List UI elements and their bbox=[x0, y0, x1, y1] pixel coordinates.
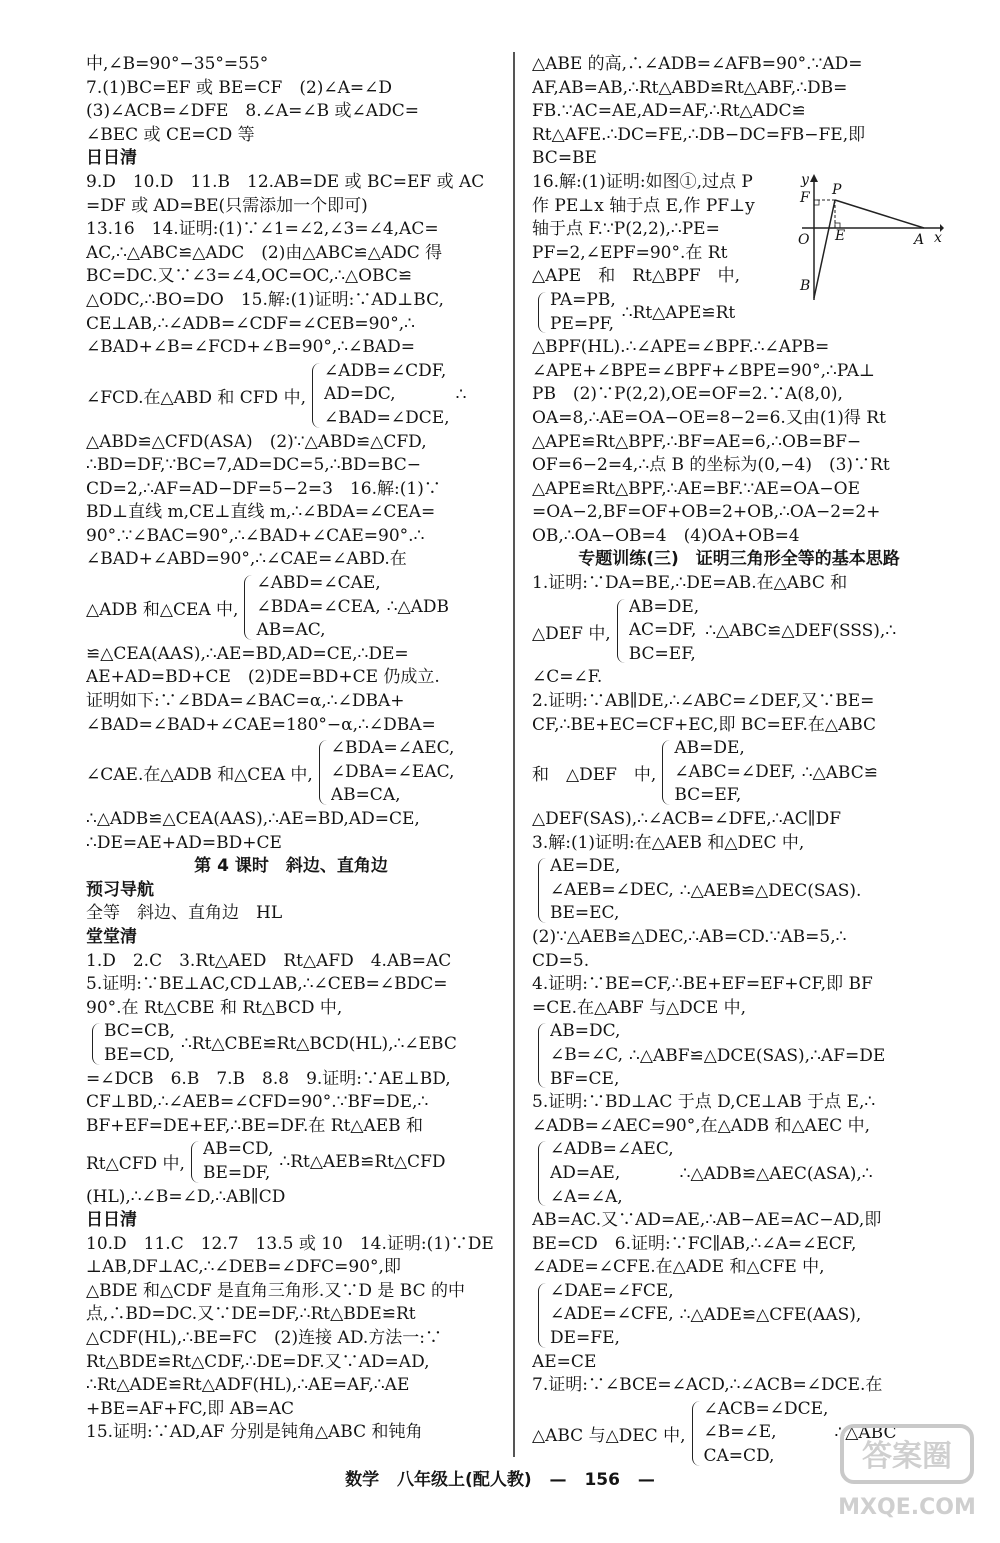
answer-line: 2.证明:∵AB∥DE,∴∠ABC=∠DEF,又∵BE= bbox=[532, 691, 875, 712]
answer-line: 5.证明:∵BE⊥AC,CD⊥AB,∴∠CEB=∠BDC= bbox=[86, 974, 448, 995]
system-conditions bbox=[550, 1280, 674, 1351]
answer-line: 16.解:(1)证明:如图①,过点 P bbox=[532, 171, 753, 192]
site-watermark-logo bbox=[832, 1418, 982, 1528]
answer-line: 5.证明:∵BD⊥AC 于点 D,CE⊥AB 于点 E,∴ bbox=[532, 1092, 876, 1113]
answer-line: (2)∵△AEB≌△DEC,∴AB=CD.∵AB=5,∴ bbox=[532, 926, 847, 947]
system-conditions bbox=[550, 855, 674, 926]
condition-line: ∠DAE=∠FCE, bbox=[550, 1280, 674, 1301]
system-intro-text: ∠CAE.在△ADB 和△CEA 中, bbox=[86, 765, 313, 786]
condition-line: ∠ADE=∠CFE, bbox=[550, 1304, 674, 1325]
label-O: O bbox=[798, 232, 810, 248]
system-conditions bbox=[550, 1138, 674, 1209]
system-conclusion-text: ∴△ABC≌ bbox=[801, 762, 878, 783]
system-intro-text: ∠FCD.在△ABD 和 CFD 中, bbox=[86, 387, 306, 408]
label-P: P bbox=[832, 182, 842, 198]
equation-system-row bbox=[532, 596, 946, 667]
coordinate-figure bbox=[798, 172, 944, 304]
system-conclusion-text: ∴△ABF≌△DCE(SAS),∴AF=DE bbox=[629, 1045, 886, 1066]
answer-line: BE=CD 6.证明:∵FC∥AB,∴∠A=∠ECF, bbox=[532, 1233, 857, 1254]
answer-line: AF,AB=AB,∴Rt△ABD≌Rt△ABF,∴DB= bbox=[532, 77, 848, 98]
left-brace bbox=[319, 740, 327, 805]
answer-line: OB,∴OA−OB=4 (4)OA+OB=4 bbox=[532, 525, 800, 546]
answer-line: CF⊥BD,∴∠AEB=∠CFD=90°.∵BF=DE,∴ bbox=[86, 1092, 429, 1113]
system-conclusion-text: ∴△AEB≌△DEC(SAS). bbox=[679, 880, 862, 901]
equation-system-row bbox=[86, 1138, 496, 1185]
condition-line: AB=CA, bbox=[330, 785, 401, 806]
answer-line: CD=5. bbox=[532, 950, 590, 971]
answer-line: 90°.在 Rt△CBE 和 Rt△BCD 中, bbox=[86, 997, 343, 1018]
answer-line: 7.证明:∵∠BCE=∠ACD,∴∠ACB=∠DCE.在 bbox=[532, 1375, 883, 1396]
answer-line: Rt△BDE≌Rt△CDF,∴DE=DF.又∵AD=AD, bbox=[86, 1351, 430, 1372]
equation-system-row bbox=[86, 572, 496, 643]
system-conclusion-text: ∴Rt△AEB≌Rt△CFD bbox=[279, 1151, 446, 1172]
answer-line: ∴BD=DF,∵BC=7,AD=DC=5,∴BD=BC− bbox=[86, 455, 421, 476]
answer-line: 7.(1)BC=EF 或 BE=CF (2)∠A=∠D bbox=[86, 77, 393, 98]
answer-line: 3.解:(1)证明:在△AEB 和△DEC 中, bbox=[532, 832, 805, 853]
system-conditions bbox=[550, 1020, 623, 1091]
answer-line: ∠BAD+∠ABD=90°,∴∠CAE=∠ABD.在 bbox=[86, 549, 407, 570]
equation-system-row bbox=[86, 737, 496, 808]
condition-line: CA=CD, bbox=[703, 1446, 775, 1467]
condition-line: AB=CD, bbox=[202, 1139, 274, 1160]
left-brace bbox=[312, 363, 320, 428]
answer-line: △APE 和 Rt△BPF 中, bbox=[532, 266, 741, 287]
answer-line: =DF 或 AD=BE(只需添加一个即可) bbox=[86, 195, 368, 216]
equation-system-row bbox=[532, 1138, 946, 1209]
equation-system-row bbox=[532, 1280, 946, 1351]
answer-line: PB (2)∵P(2,2),OE=OF=2.∵A(8,0), bbox=[532, 384, 843, 405]
answer-line: ∠ADE=∠CFE.在△ADE 和△CFE 中, bbox=[532, 1257, 825, 1278]
condition-line: AE=DE, bbox=[550, 856, 621, 877]
answer-line: ∴△ADB≌△CEA(AAS),∴AE=BD,AD=CE, bbox=[86, 809, 420, 829]
section-heading: 预习导航 bbox=[86, 879, 154, 900]
answer-line: ∠APE+∠BPE=∠BPF+∠BPE=90°,∴PA⊥ bbox=[532, 360, 875, 381]
answer-line: △BDE 和△CDF 是直角三角形.又∵D 是 BC 的中 bbox=[86, 1280, 465, 1301]
answer-line: 轴于点 F.∵P(2,2),∴PE= bbox=[532, 219, 720, 240]
system-conclusion-text: ∴Rt△APE≌Rt bbox=[621, 302, 736, 323]
left-brace bbox=[191, 1141, 199, 1182]
answer-line: PF=2,∠EPF=90°.在 Rt bbox=[532, 242, 728, 263]
left-brace bbox=[617, 599, 625, 664]
answer-line: 中,∠B=90°−35°=55° bbox=[86, 54, 269, 74]
label-E: E bbox=[835, 228, 846, 244]
footer-dash-left: — bbox=[549, 1470, 567, 1490]
answer-line: OA=8,∴AE=OA−OE=8−2=6.又由(1)得 Rt bbox=[532, 407, 886, 428]
answer-line: Rt△AFE.∴DC=FE,∴DB−DC=FB−FE,即 bbox=[532, 124, 866, 145]
condition-line: BE=EC, bbox=[550, 903, 620, 924]
system-conclusion-text: ∴△ABC≌△DEF(SSS),∴ bbox=[705, 621, 897, 642]
answer-line: ∠BEC 或 CE=CD 等 bbox=[86, 124, 255, 145]
system-intro-text: △ABC 与△DEC 中, bbox=[532, 1425, 686, 1446]
section-heading: 专题训练(三) 证明三角形全等的基本思路 bbox=[578, 549, 900, 570]
condition-line: AB=DE, bbox=[674, 738, 745, 759]
answer-line: =CE.在△ABF 与△DCE 中, bbox=[532, 997, 747, 1018]
answer-line: 全等 斜边、直角边 HL bbox=[86, 903, 283, 924]
system-conditions bbox=[629, 596, 699, 667]
equation-system-row bbox=[532, 289, 794, 336]
condition-line: BC=CB, bbox=[104, 1021, 175, 1042]
answer-line: 点,∴BD=DC.又∵DE=DF,∴Rt△BDE≌Rt bbox=[86, 1304, 416, 1325]
left-column bbox=[86, 53, 496, 1445]
answer-line: ∴Rt△ADE≌Rt△ADF(HL),∴AE=AF,∴AE bbox=[86, 1375, 410, 1396]
system-conclusion-text: ∴△ADB bbox=[386, 597, 449, 618]
condition-line: ∠BDA=∠AEC, bbox=[330, 738, 455, 759]
answer-line: 13.16 14.证明:(1)∵∠1=∠2,∠3=∠4,AC= bbox=[86, 219, 439, 240]
answer-line: △CDF(HL),∴BE=FC (2)连接 AD.方法一:∵ bbox=[86, 1328, 442, 1349]
section-heading: 日日清 bbox=[86, 148, 137, 169]
system-conclusion-text: ∴△ABC bbox=[834, 1423, 897, 1444]
condition-line: BF=CE, bbox=[550, 1068, 620, 1089]
system-conditions bbox=[203, 1138, 273, 1185]
answer-line: BC=BE bbox=[532, 148, 597, 169]
system-conditions bbox=[704, 1398, 829, 1469]
condition-line: DE=FE, bbox=[550, 1328, 620, 1349]
condition-line: BC=EF, bbox=[674, 785, 742, 806]
answer-line: △DEF(SAS),∴∠ACB=∠DFE,∴AC∥DF bbox=[532, 809, 842, 829]
answer-line: ∠BAD+∠B=∠FCD+∠B=90°,∴∠BAD= bbox=[86, 337, 416, 358]
section-heading: 日日清 bbox=[86, 1210, 137, 1231]
left-brace bbox=[538, 292, 546, 333]
condition-line: AB=DE, bbox=[628, 596, 700, 617]
system-conditions bbox=[324, 360, 450, 431]
answer-line: △ABE 的高,∴∠ADB=∠AFB=90°.∵AD= bbox=[532, 54, 863, 74]
left-brace bbox=[538, 1023, 546, 1088]
answer-line: ∠C=∠F. bbox=[532, 667, 603, 688]
answer-line: BC=DC.又∵∠3=∠4,OC=OC,∴△OBC≌ bbox=[86, 266, 413, 287]
system-conditions bbox=[550, 289, 616, 336]
segment-PA bbox=[835, 200, 924, 228]
label-F: F bbox=[800, 190, 810, 206]
system-conditions bbox=[674, 737, 795, 808]
system-conclusion-text: ∴△ADB≌△AEC(ASA),∴ bbox=[679, 1163, 873, 1184]
answer-line: 9.D 10.D 11.B 12.AB=DE 或 BC=EF 或 AC bbox=[86, 171, 485, 192]
equation-system-row bbox=[86, 360, 496, 431]
label-A: A bbox=[914, 232, 925, 248]
answer-line: BD⊥直线 m,CE⊥直线 m,∴∠BDA=∠CEA= bbox=[86, 502, 436, 523]
answer-line: AB=AC.又∵AD=AE,∴AB−AE=AC−AD,即 bbox=[532, 1210, 882, 1231]
system-conditions bbox=[256, 572, 380, 643]
left-brace bbox=[538, 1283, 546, 1348]
condition-line: ∠ABD=∠CAE, bbox=[256, 573, 381, 594]
condition-line: AB=AC, bbox=[256, 620, 326, 641]
answer-line: +BE=AF+FC,即 AB=AC bbox=[86, 1398, 295, 1419]
answer-line: 90°.∵∠BAC=90°,∴∠BAD+∠CAE=90°.∴ bbox=[86, 525, 425, 546]
answer-line: CD=2,∴AF=AD−DF=5−2=3 16.解:(1)∵ bbox=[86, 478, 441, 499]
segment-PB bbox=[814, 200, 835, 298]
label-B: B bbox=[800, 278, 811, 294]
section-heading: 第 4 课时 斜边、直角边 bbox=[194, 856, 388, 877]
condition-line: BC=EF, bbox=[628, 643, 696, 664]
answer-line: ∠ADB=∠AEC=90°,在△ADB 和△AEC 中, bbox=[532, 1115, 871, 1136]
answer-line: ∴DE=AE+AD=BD+CE bbox=[86, 832, 282, 853]
system-conditions bbox=[331, 737, 455, 808]
answer-line: AE=CE bbox=[532, 1351, 597, 1372]
answer-line: △BPF(HL).∴∠APE=∠BPF.∴∠APB= bbox=[532, 337, 830, 358]
left-brace bbox=[538, 858, 546, 923]
answer-line: 作 PE⊥x 轴于点 E,作 PF⊥y bbox=[532, 195, 755, 216]
svg-text:答案圈: 答案圈 bbox=[862, 1439, 952, 1474]
footer-dash-right: — bbox=[637, 1470, 655, 1490]
answer-line: 1.D 2.C 3.Rt△AED Rt△AFD 4.AB=AC bbox=[86, 950, 452, 971]
system-intro-text: Rt△CFD 中, bbox=[86, 1154, 185, 1175]
label-y: y bbox=[801, 172, 809, 188]
footer-subject: 数学 bbox=[345, 1470, 380, 1490]
answer-line: =∠DCB 6.B 7.B 8.8 9.证明:∵AE⊥BD, bbox=[86, 1068, 451, 1089]
condition-line: ∠B=∠E, bbox=[703, 1422, 777, 1443]
system-intro-text: △DEF 中, bbox=[532, 623, 611, 644]
condition-line: PA=PB, bbox=[550, 289, 616, 310]
system-conclusion-text: ∴ bbox=[455, 385, 467, 406]
answer-line: △APE≌Rt△BPF,∴BF=AE=6,∴OB=BF− bbox=[532, 431, 862, 452]
left-brace bbox=[662, 740, 670, 805]
answer-line: 10.D 11.C 12.7 13.5 或 10 14.证明:(1)∵DE bbox=[86, 1233, 494, 1254]
equation-system-row bbox=[532, 855, 946, 926]
answer-line: =OA−2,BF=OF+OB=2+OB,∴OA−2=2+ bbox=[532, 502, 881, 523]
watermark-text: MXQE.COM bbox=[838, 1495, 976, 1520]
answer-line: 证明如下:∵∠BDA=∠BAC=α,∴∠DBA+ bbox=[86, 691, 405, 712]
condition-line: BE=CD, bbox=[104, 1044, 175, 1065]
condition-line: ∠BAD=∠DCE, bbox=[324, 407, 450, 428]
answer-line: ≌△CEA(AAS),∴AE=BD,AD=CE,∴DE= bbox=[86, 643, 409, 664]
answer-line: △ABD≌△CFD(ASA) (2)∵△ABD≌△CFD, bbox=[86, 431, 427, 452]
answer-line: (3)∠ACB=∠DFE 8.∠A=∠B 或∠ADC= bbox=[86, 101, 419, 122]
page-number: 156 bbox=[584, 1470, 620, 1490]
system-conclusion-text: ∴△ADE≌△CFE(AAS), bbox=[679, 1305, 862, 1326]
answer-line: (HL),∴∠B=∠D,∴AB∥CD bbox=[86, 1186, 286, 1207]
condition-line: ∠AEB=∠DEC, bbox=[550, 879, 674, 900]
answer-line: △APE≌Rt△BPF,∴AE=BF.∵AE=OA−OE bbox=[532, 478, 860, 499]
answer-line: CE⊥AB,∴∠ADB=∠CDF=∠CEB=90°,∴ bbox=[86, 313, 415, 334]
left-brace bbox=[244, 575, 252, 640]
system-conclusion-text: ∴Rt△CBE≌Rt△BCD(HL),∴∠EBC bbox=[180, 1033, 457, 1054]
condition-line: AB=DC, bbox=[550, 1021, 621, 1042]
answer-line: CF,∴BE+EC=CF+EC,即 BC=EF.在△ABC bbox=[532, 714, 877, 735]
answer-line: ∠BAD=∠BAD+∠CAE=180°−α,∴∠DBA= bbox=[86, 714, 436, 735]
column-divider bbox=[513, 52, 515, 1457]
answer-line: AE+AD=BD+CE (2)DE=BD+CE 仍成立. bbox=[86, 667, 440, 688]
condition-line: ∠ADB=∠AEC, bbox=[550, 1139, 674, 1160]
answer-line: AC,∴△ABC≌△ADC (2)由△ABC≌△ADC 得 bbox=[86, 242, 443, 263]
equation-system-row bbox=[86, 1020, 496, 1067]
condition-line: AD=DC, bbox=[324, 384, 396, 405]
left-brace bbox=[538, 1141, 546, 1206]
condition-line: BE=DF, bbox=[202, 1162, 271, 1183]
condition-line: ∠ADB=∠CDF, bbox=[324, 360, 447, 381]
equation-system-row bbox=[532, 1020, 946, 1091]
answer-line: 1.证明:∵DA=BE,∴DE=AB.在△ABC 和 bbox=[532, 573, 848, 594]
answer-line: △ODC,∴BO=DO 15.解:(1)证明:∵AD⊥BC, bbox=[86, 289, 444, 310]
left-brace bbox=[692, 1401, 700, 1466]
condition-line: AC=DF, bbox=[628, 620, 697, 641]
answer-line: BF+EF=DE+EF,∴BE=DF.在 Rt△AEB 和 bbox=[86, 1115, 424, 1136]
condition-line: ∠B=∠C, bbox=[550, 1044, 624, 1065]
label-x: x bbox=[934, 230, 942, 246]
system-intro-text: 和 △DEF 中, bbox=[532, 765, 657, 786]
condition-line: ∠ACB=∠DCE, bbox=[703, 1398, 829, 1419]
answer-line: 15.证明:∵AD,AF 分别是钝角△ABC 和钝角 bbox=[86, 1422, 423, 1443]
system-intro-text: △ADB 和△CEA 中, bbox=[86, 599, 239, 620]
y-axis-arrow-icon bbox=[810, 174, 818, 182]
answer-line: OF=6−2=4,∴点 B 的坐标为(0,−4) (3)∵Rt bbox=[532, 455, 890, 476]
system-conditions bbox=[104, 1020, 175, 1067]
condition-line: ∠ABC=∠DEF, bbox=[674, 761, 796, 782]
condition-line: ∠DBA=∠EAC, bbox=[330, 761, 455, 782]
condition-line: AD=AE, bbox=[550, 1162, 621, 1183]
footer-grade: 八年级上(配人教) bbox=[397, 1470, 532, 1490]
answer-line: 4.证明:∵BE=CF,∴BE+EF=EF+CF,即 BF bbox=[532, 974, 873, 995]
section-heading: 堂堂清 bbox=[86, 926, 137, 947]
left-brace bbox=[92, 1023, 100, 1064]
answer-line: FB.∵AC=AE,AD=AF,∴Rt△ADC≌ bbox=[532, 101, 806, 122]
condition-line: ∠A=∠A, bbox=[550, 1186, 623, 1207]
equation-system-row bbox=[532, 737, 946, 808]
condition-line: ∠BDA=∠CEA, bbox=[256, 596, 381, 617]
answer-line: ⊥AB,DF⊥AC,∴∠DEB=∠DFC=90°,即 bbox=[86, 1257, 401, 1278]
condition-line: PE=PF, bbox=[550, 313, 615, 334]
